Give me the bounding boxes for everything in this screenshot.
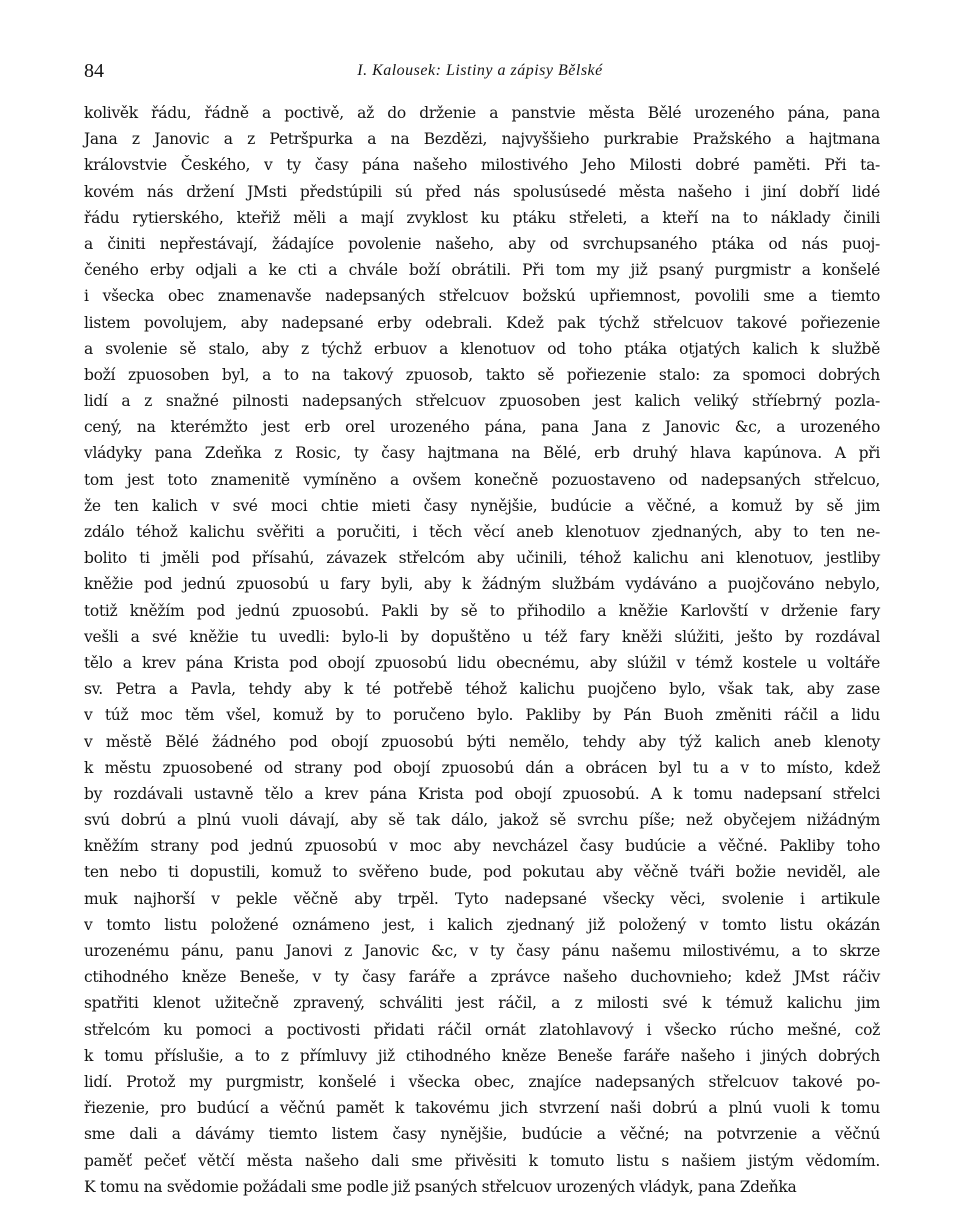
text-line: paměť pečeť větčí města našeho dali sme přivěsiti k tomuto listu s našiem jistým vědomím. <box>84 1151 880 1170</box>
text-line: tělo a krev pána Krista pod obojí zpuosobú lidu obecnému, aby slúžil v témž kostele u voltáře <box>84 653 880 672</box>
text-line: K tomu na svědomie požádali sme podle již psaných střelcuov urozených vládyk, pana Zdeňka <box>84 1177 797 1196</box>
text-line: sme dali a dávámy tiemto listem časy nynějšie, budúcie a věčné; na potvrzenie a věčnú <box>84 1125 880 1144</box>
text-line: muk najhorší v pekle věčně aby trpěl. Tyto nadepsané všecky věci, svolenie i artikule <box>84 889 880 908</box>
text-line: lidí a z snažné pilnosti nadepsaných střelcuov zpuosoben jest kalich veliký stříebrný pozla- <box>84 392 880 411</box>
text-line: řiezenie, pro budúcí a věčnú pamět k takovému jich stvrzení naši dobrú a plnú vuoli k tomu <box>84 1099 880 1118</box>
text-line: vešli a své kněžie tu uvedli: bylo-li by dopuštěno u též fary kněži slúžiti, ješto by rozdával <box>84 627 880 646</box>
text-line: boží zpuosoben byl, a to na takový zpuosob, takto sě pořiezenie stalo: za spomoci dobrých <box>84 365 880 384</box>
text-line: svú dobrú a plnú vuoli dávají, aby sě tak dálo, jakož sě svrchu píše; než obyčejem nižádným <box>84 811 880 830</box>
text-line: listem povolujem, aby nadepsané erby odebrali. Kdež pak týchž střelcuov takové pořiezenie <box>84 313 880 332</box>
text-line: střelcóm ku pomoci a poctivosti přidati ráčil ornát zlatohlavový i všecko rúcho mešné, což <box>84 1020 880 1039</box>
text-line: by rozdávali ustavně tělo a krev pána Krista pod obojí zpuosobú. A k tomu nadepsaní střelci <box>84 784 880 803</box>
text-line: bolito ti jměli pod přísahú, závazek střelcóm aby učinili, téhož kalichu ani klenotuov, jestliby <box>84 549 880 568</box>
text-line: v tomto listu položené oznámeno jest, i kalich zjednaný již položený v tomto listu okázán <box>84 915 880 934</box>
text-line: lidí. Protož my purgmistr, konšelé i všecka obec, znajíce nadepsaných střelcuov takové po- <box>84 1072 880 1091</box>
text-line: tom jest toto znamenitě vymíněno a ovšem konečně pozuostaveno od nadepsaných střelcuo, <box>84 470 880 489</box>
page-header <box>0 60 960 86</box>
text-line: cený, na kterémžto jest erb orel urozeného pána, pana Jana z Janovic &c, a urozeného <box>84 418 880 437</box>
text-line: kolivěk řádu, řádně a poctivě, až do drženie a panstvie města Bělé urozeného pána, pana <box>84 104 880 122</box>
text-line: a činiti nepřestávají, žádajíce povolenie našeho, aby od svrchupsaného ptáka od nás puoj- <box>84 234 880 253</box>
text-line: k tomu příslušie, a to z přímluvy již ctihodného kněze Beneše faráře našeho i jiných dobrých <box>84 1046 880 1065</box>
text-line: čeného erby odjali a ke cti a chvále boží obrátili. Při tom my již psaný purgmistr a konšelé <box>84 261 880 280</box>
text-line: v túž moc těm všel, komuž by to poručeno bylo. Pakliby by Pán Buoh změniti ráčil a lidu <box>84 706 880 725</box>
text-line: a svolenie sě stalo, aby z týchž erbuov a klenotuov od toho ptáka otjatých kalich k službě <box>84 339 880 358</box>
text-line: ctihodného kněze Beneše, v ty časy faráře a zprávce našeho duchovnieho; kdež JMst ráčiv <box>84 968 880 987</box>
running-head: I. Kalousek: Listiny a zápisy Bělské <box>357 62 603 79</box>
text-line: že ten kalich v své moci chtie mieti časy nynějšie, budúcie a věčné, a komuž by sě jim <box>84 496 880 515</box>
text-line: Jana z Janovic a z Petršpurka a na Bezdězi, najvyššieho purkrabie Pražského a hajtmana <box>84 130 880 149</box>
text-line: zdálo téhož kalichu svěřiti a poručiti, i těch věcí aneb klenotuov zjednaných, aby to ten ne- <box>84 523 880 541</box>
page-number: 84 <box>84 60 104 82</box>
text-line: ten nebo ti dopustili, komuž to svěřeno bude, pod pokutau aby věčně tváři božie neviděl, ale <box>84 863 880 882</box>
text-line: i všecka obec znamenavše nadepsaných střelcuov božskú upřiemnost, povolili sme a tiemto <box>84 287 880 306</box>
text-line: k městu zpuosobené od strany pod obojí zpuosobú dán a obrácen byl tu a v to místo, kdež <box>84 758 880 777</box>
text-line: královstvie Českého, v ty časy pána našeho milostivého Jeho Milosti dobré paměti. Při ta- <box>84 156 880 175</box>
text-line: řádu rytierského, kteřiž měli a mají zvyklost ku ptáku střeleti, a kteří na to náklady činili <box>84 208 880 227</box>
text-line: kněžie pod jednú zpuosobú u fary byli, aby k žádným službám vydáváno a puojčováno nebylo, <box>84 575 880 594</box>
text-line: spatřiti klenot užitečně zpravený, schváliti jest ráčil, a z milosti své k témuž kalichu jim <box>84 994 880 1013</box>
text-line: sv. Petra a Pavla, tehdy aby k té potřebě téhož kalichu puojčeno bylo, však tak, aby zase <box>84 680 880 699</box>
text-line: kovém nás držení JMsti předstúpili sú před nás spolusúsedé města našeho i jiní dobří lidé <box>84 182 880 201</box>
body-text <box>84 100 880 1200</box>
text-line: v městě Bělé žádného pod obojí zpuosobú býti nemělo, tehdy aby týž kalich aneb klenoty <box>84 732 880 751</box>
text-line: kněžím strany pod jednú zpuosobú v moc aby nevcházel časy budúcie a věčné. Pakliby toho <box>84 837 880 856</box>
text-line: urozenému pánu, panu Janovi z Janovic &c, v ty časy pánu našemu milostivému, a to skrze <box>84 942 880 960</box>
text-line: totiž kněžím pod jednú zpuosobú. Pakli by sě to přihodilo a kněžie Karlovští v drženie fary <box>84 601 880 620</box>
text-line: vládyky pana Zdeňka z Rosic, ty časy hajtmana na Bělé, erb druhý hlava kapúnova. A při <box>84 444 880 463</box>
